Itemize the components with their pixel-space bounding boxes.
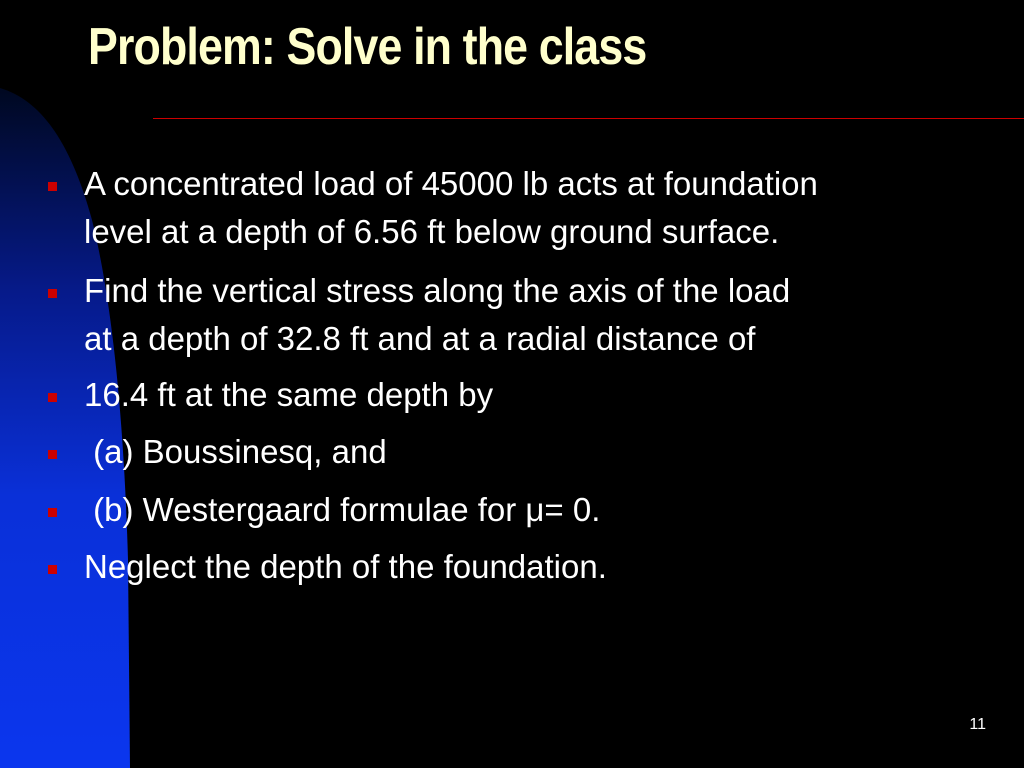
square-bullet-icon bbox=[48, 393, 57, 402]
bullet-text: Find the vertical stress along the axis of the load at a depth of 32.8 ft and at a radial distance of bbox=[84, 272, 791, 357]
square-bullet-icon bbox=[48, 565, 57, 574]
square-bullet-icon bbox=[48, 182, 57, 191]
bullet-text: A concentrated load of 45000 lb acts at foundation level at a depth of 6.56 ft below ground surface. bbox=[84, 165, 818, 250]
page-number: 11 bbox=[969, 716, 986, 733]
bullet-text: (b) Westergaard formulae for μ= 0. bbox=[84, 491, 601, 528]
square-bullet-icon bbox=[48, 289, 57, 298]
square-bullet-icon bbox=[48, 450, 57, 459]
bullet-text: (a) Boussinesq, and bbox=[84, 433, 387, 470]
bullet-text: Neglect the depth of the foundation. bbox=[84, 548, 607, 585]
title-divider bbox=[153, 118, 1024, 119]
square-bullet-icon bbox=[48, 508, 57, 517]
bullet-text: 16.4 ft at the same depth by bbox=[84, 376, 494, 413]
slide-title: Problem: Solve in the class bbox=[88, 18, 647, 76]
